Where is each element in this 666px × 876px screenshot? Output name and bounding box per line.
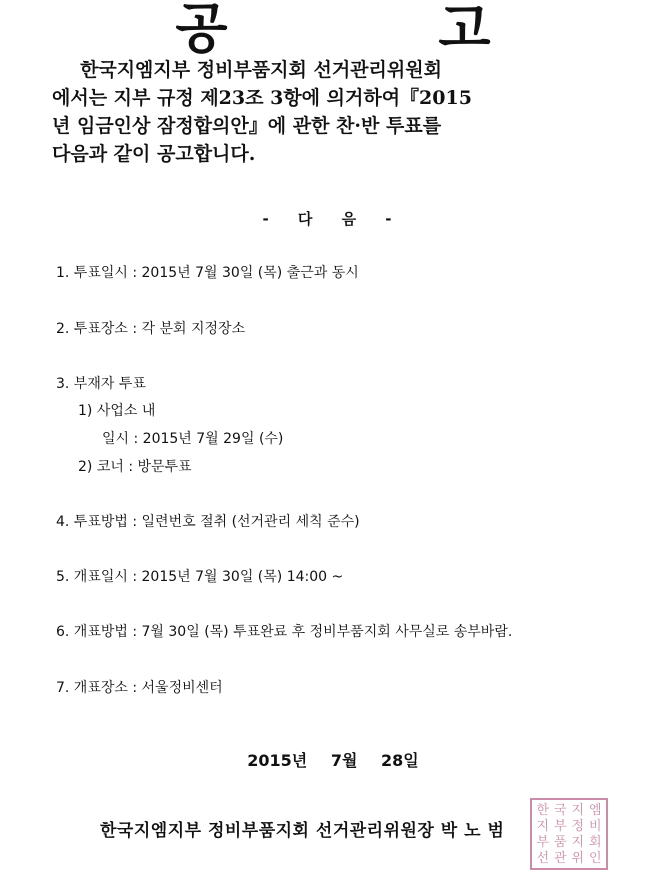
- list-item-count-date: 5. 개표일시 : 2015년 7월 30일 (목) 14:00 ~: [56, 569, 344, 585]
- list-item-voting-date: 1. 투표일시 : 2015년 7월 30일 (목) 출근과 동시: [56, 265, 359, 281]
- seal-glyph: 선: [536, 850, 550, 866]
- intro-line: 년 임금인상 잠정합의안』에 관한 찬·반 투표를: [52, 115, 442, 137]
- seal-glyph: 국: [553, 802, 567, 818]
- seal-glyph: 정: [571, 818, 585, 834]
- seal-glyph: 지: [536, 818, 550, 834]
- seal-glyph: 비: [588, 818, 602, 834]
- signature-line: 한국지엠지부 정비부품지회 선거관리위원장 박 노 범: [100, 821, 505, 841]
- intro-paragraph: [52, 56, 632, 168]
- list-item-office-date: 일시 : 2015년 7월 29일 (수): [102, 431, 284, 447]
- notice-title: 공 고: [175, 0, 587, 60]
- list-item-corner: 2) 코너 : 방문투표: [78, 459, 192, 475]
- list-item-count-place: 7. 개표장소 : 서울정비센터: [56, 680, 223, 696]
- seal-glyph: 지: [571, 834, 585, 850]
- list-item-voting-method: 4. 투표방법 : 일련번호 절취 (선거관리 세칙 준수): [56, 514, 360, 530]
- list-item-absentee-vote: 3. 부재자 투표: [56, 376, 146, 392]
- seal-glyph: 관: [553, 850, 567, 866]
- notice-date: 2015년 7월 28일: [247, 751, 419, 770]
- seal-glyph: 위: [571, 850, 585, 866]
- subheading: - 다 음 -: [262, 210, 404, 228]
- intro-line: 에서는 지부 규정 제23조 3항에 의거하여『2015: [52, 87, 472, 109]
- intro-line: 다음과 같이 공고합니다.: [52, 143, 256, 165]
- list-item-voting-place: 2. 투표장소 : 각 분회 지정장소: [56, 321, 246, 337]
- seal-glyph: 회: [588, 834, 602, 850]
- seal-glyph: 부: [536, 834, 550, 850]
- seal-glyph: 품: [553, 834, 567, 850]
- list-item-count-method: 6. 개표방법 : 7월 30일 (목) 투표완료 후 정비부품지회 사무실로 송부바람.: [56, 624, 513, 640]
- intro-line: 한국지엠지부 정비부품지회 선거관리위원회: [80, 59, 442, 81]
- seal-glyph: 엠: [588, 802, 602, 818]
- official-seal-stamp: [530, 798, 608, 870]
- seal-glyph: 한: [536, 802, 550, 818]
- seal-glyph: 지: [571, 802, 585, 818]
- seal-glyph: 부: [553, 818, 567, 834]
- list-item-office: 1) 사업소 내: [78, 403, 156, 419]
- seal-glyph: 인: [588, 850, 602, 866]
